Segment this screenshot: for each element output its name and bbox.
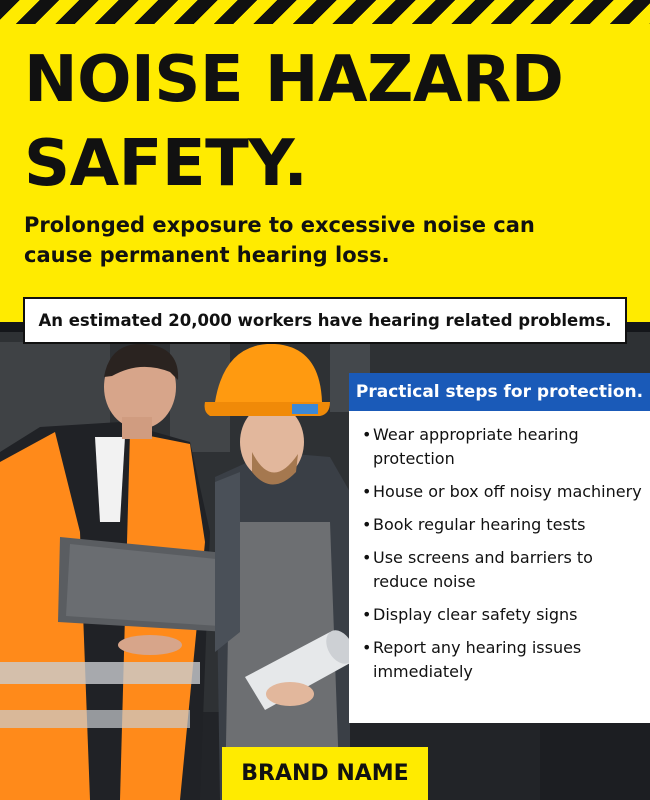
list-item (362, 480, 642, 504)
list-item (362, 603, 642, 627)
statistic-box (23, 297, 627, 344)
steps-title: Practical steps for protection. (349, 373, 650, 411)
subheadline: Prolonged exposure to excessive noise can cause permanent hearing loss. (24, 213, 535, 267)
bullet: • (362, 515, 372, 534)
headline: NOISE HAZARD SAFETY. (24, 43, 564, 201)
steps-list (349, 411, 650, 684)
step-text: Use screens and barriers to reduce noise (373, 548, 593, 591)
step-text: Book regular hearing tests (373, 515, 586, 534)
brand-name-badge: BRAND NAME (222, 747, 428, 800)
bullet: • (362, 638, 372, 657)
list-item (362, 546, 642, 594)
protection-steps-panel (349, 373, 650, 723)
statistic-text: An estimated 20,000 workers have hearing related problems. (38, 311, 612, 330)
bullet: • (362, 425, 372, 444)
list-item (362, 423, 642, 471)
step-text: Display clear safety signs (373, 605, 578, 624)
step-text: Wear appropriate hearing protection (373, 425, 579, 468)
list-item (362, 513, 642, 537)
step-text: House or box off noisy machinery (373, 482, 642, 501)
list-item (362, 636, 642, 684)
step-text: Report any hearing issues immediately (373, 638, 582, 681)
bullet: • (362, 605, 372, 624)
hazard-stripe (0, 0, 650, 24)
bullet: • (362, 548, 372, 567)
bullet: • (362, 482, 372, 501)
